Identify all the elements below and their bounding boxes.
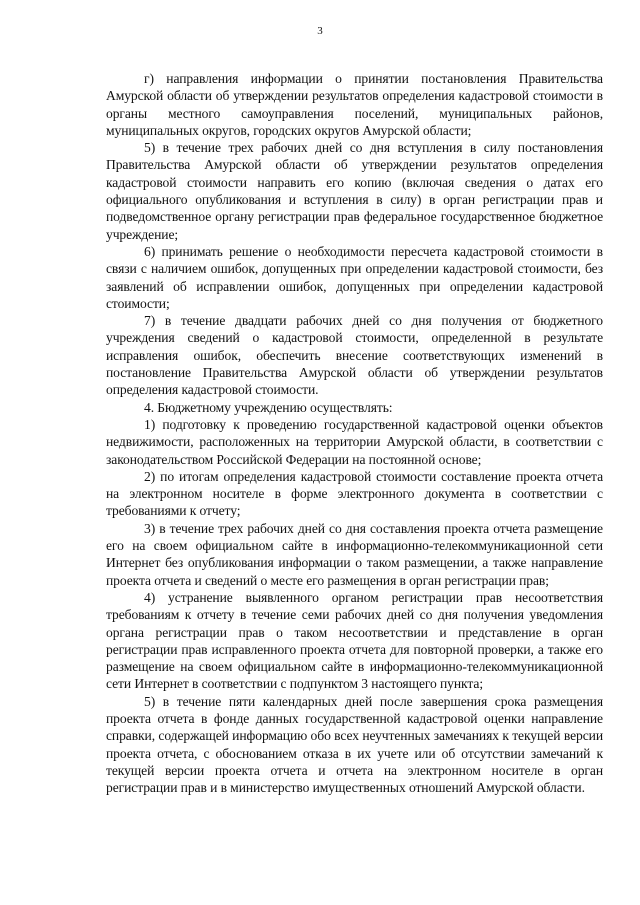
section-4-item-3: 3) в течение трех рабочих дней со дня составления проекта отчета размещение его на своем официальном сайте в информационно-телекоммуникационной сети Интернет без опубликования информации о таком размещении, а также направление проекта отчета и сведений о месте его размещения в орган регистрации прав;: [106, 520, 603, 588]
paragraph-5: 5) в течение трех рабочих дней со дня вступления в силу постановления Правительства Амурской области об утверждении результатов определения кадастровой стоимости направить его копию (включая сведения о датах его официального опубликования и вступления в силу) в орган регистрации прав и подведомственное органу регистрации прав федеральное государственное бюджетное учреждение;: [106, 140, 603, 242]
section-4-item-5: 5) в течение пяти календарных дней после завершения срока размещения проекта отчета в фонде данных государственной кадастровой оценки направление справки, содержащей информацию обо всех неучтенных замечаниях к текущей версии проекта отчета, с обоснованием отказа в их учете или об отсутствии замечаний к текущей версии проекта отчета и отчета на электронном носителе в орган регистрации прав и в министерство имущественных отношений Амурской области.: [106, 693, 603, 796]
paragraph-7: 7) в течение двадцати рабочих дней со дня получения от бюджетного учреждения сведений о кадастровой стоимости, определенной в результате исправления ошибок, обеспечить внесение соответствующих изменений в постановление Правительства Амурской области об утверждении результатов определения кадастровой стоимости.: [106, 313, 603, 398]
paragraph-g: г) направления информации о принятии постановления Правительства Амурской области об утверждении результатов определения кадастровой стоимости в органы местного самоуправления поселений, муниципальных районов, муниципальных округов, городских округов Амурской области;: [106, 71, 603, 138]
page-number: 3: [317, 25, 323, 37]
document-body: [106, 70, 603, 796]
section-4-item-1: 1) подготовку к проведению государственной кадастровой оценки объектов недвижимости, расположенных на территории Амурской области, в соответствии с законодательством Российской Федерации на постоянной основе;: [106, 416, 603, 467]
section-4-item-2: 2) по итогам определения кадастровой стоимости составление проекта отчета на электронном носителе в форме электронного документа в соответствии с требованиями к отчету;: [106, 468, 603, 519]
paragraph-6: 6) принимать решение о необходимости пересчета кадастровой стоимости в связи с наличием ошибок, допущенных при определении кадастровой стоимости, без заявлений об исправлении ошибок, допущенных при определении кадастровой стоимости;: [106, 243, 603, 311]
section-4-item-4: 4) устранение выявленного органом регистрации прав несоответствия требованиям к отчету в течение семи рабочих дней со дня получения уведомления органа регистрации прав о таком несоответствии и представление в орган регистрации прав исправленного проекта отчета для повторной проверки, а также его размещение на своем официальном сайте в информационно-телекоммуникационной сети Интернет в соответствии с подпунктом 3 настоящего пункта;: [106, 589, 603, 692]
section-4-heading: 4. Бюджетному учреждению осуществлять:: [144, 399, 393, 415]
